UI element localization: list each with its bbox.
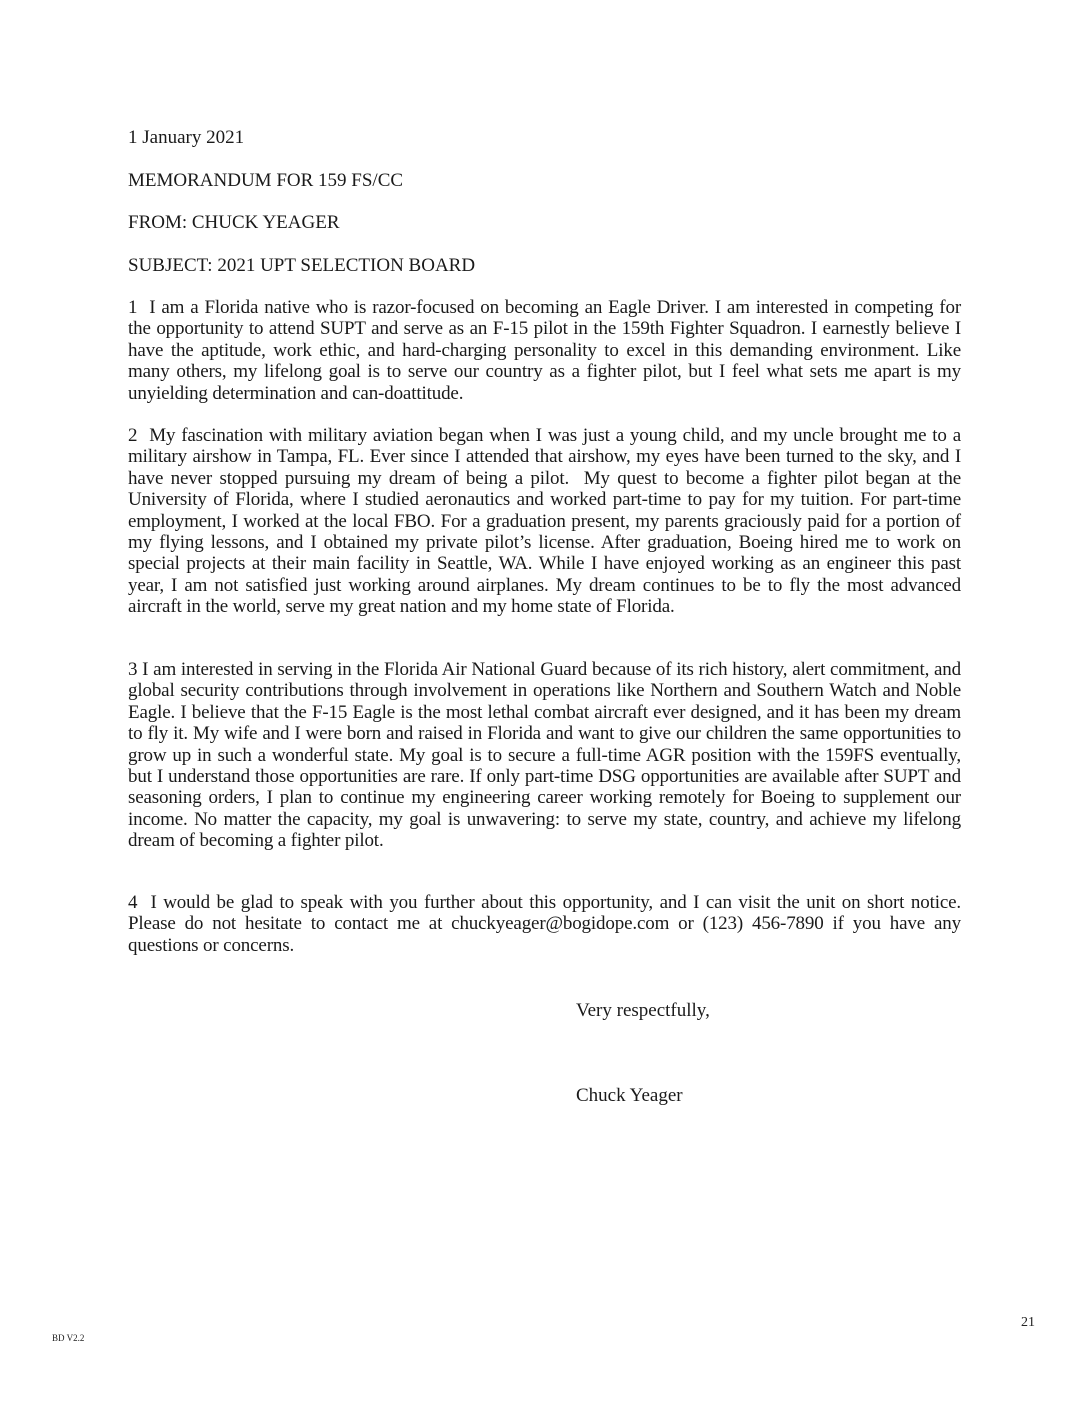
memo-subject-line: SUBJECT: 2021 UPT SELECTION BOARD	[128, 255, 476, 276]
signature-name: Chuck Yeager	[576, 1085, 683, 1106]
paragraph-1: 1 I am a Florida native who is razor-focused on becoming an Eagle Driver. I am interested in competing for the opportunity to attend SUPT and serve as an F-15 pilot in the 159th Fighter Squadron. I earnestly believe I have the aptitude, work ethic, and hard-charging personality to excel in this demanding environment. Like many others, my lifelong goal is to serve our country as a fighter pilot, but I feel what sets me apart is my unyielding determination and can-doattitude.	[128, 297, 961, 404]
memo-from-line: FROM: CHUCK YEAGER	[128, 212, 340, 233]
paragraph-2: 2 My fascination with military aviation began when I was just a young child, and my uncle brought me to a military airshow in Tampa, FL. Ever since I attended that airshow, my eyes have been turned to the sky, and I have never stopped pursuing my dream of being a pilot. My quest to become a fighter pilot began at the University of Florida, where I studied aeronautics and worked part-time to pay for my tuition. For part-time employment, I worked at the local FBO. For a graduation present, my parents graciously paid for a portion of my flying lessons, and I obtained my private pilot’s license. After graduation, Boeing hired me to work on special projects at their main facility in Seattle, WA. While I have enjoyed working as an engineer this past year, I am not satisfied just working around airplanes. My dream continues to be to fly the most advanced aircraft in the world, serve my great nation and my home state of Florida.	[128, 425, 961, 618]
paragraph-4: 4 I would be glad to speak with you further about this opportunity, and I can visit the unit on short notice. Please do not hesitate to contact me at chuckyeager@bogidope.com or (123) 456-7890 if you have any questions or concerns.	[128, 892, 961, 956]
version-label: BD V2.2	[52, 1333, 85, 1343]
page-number: 21	[1021, 1315, 1035, 1330]
closing-salutation: Very respectfully,	[576, 1000, 710, 1021]
memo-date: 1 January 2021	[128, 127, 245, 148]
memo-for-line: MEMORANDUM FOR 159 FS/CC	[128, 170, 404, 191]
paragraph-3: 3 I am interested in serving in the Florida Air National Guard because of its rich history, alert commitment, and global security contributions through involvement in operations like Northern and Southern Watch and Noble Eagle. I believe that the F-15 Eagle is the most lethal combat aircraft ever designed, and it has been my dream to fly it. My wife and I were born and raised in Florida and want to give our children the same opportunities to grow up in such a wonderful state. My goal is to secure a full-time AGR position with the 159FS eventually, but I understand those opportunities are rare. If only part-time DSG opportunities are available after SUPT and seasoning orders, I plan to continue my engineering career working remotely for Boeing to supplement our income. No matter the capacity, my goal is unwavering: to serve my state, country, and achieve my lifelong dream of becoming a fighter pilot.	[128, 659, 961, 852]
